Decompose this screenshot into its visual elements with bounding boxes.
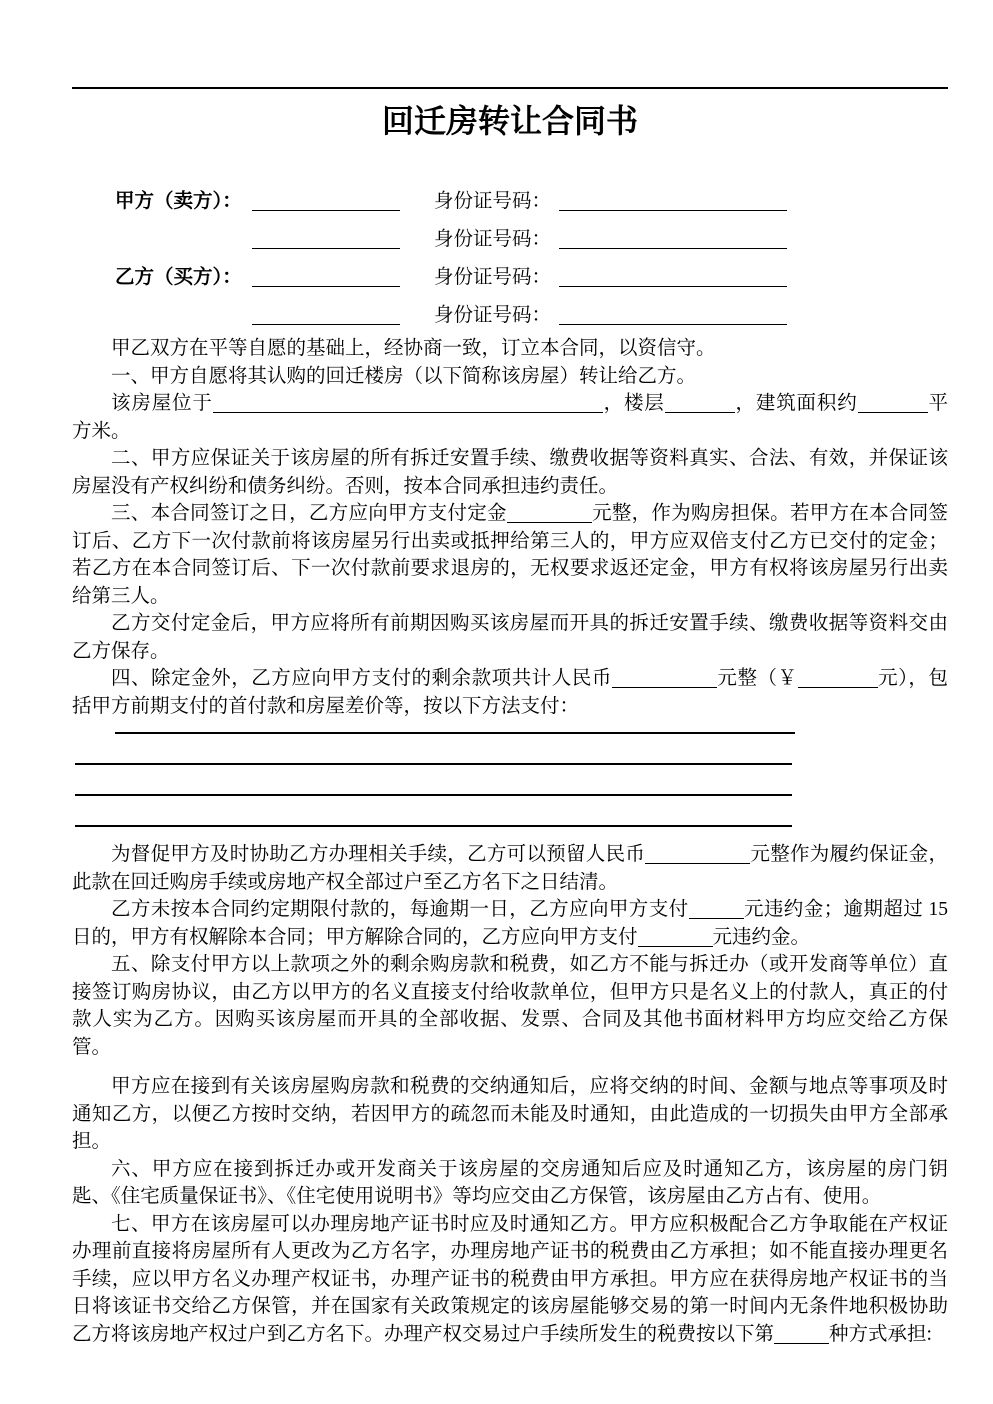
text-run: 二、甲方应保证关于该房屋的所有拆迁安置手续、缴费收据等资料真实、合法、有效，并保证该房屋没有产权纠纷和债务纠纷。否则，按本合同承担违约责任。: [72, 448, 948, 497]
header-rule: [72, 87, 948, 89]
clause-2: [72, 445, 948, 500]
clause-1-house-location: [72, 390, 948, 445]
clause-5: [72, 951, 948, 1061]
party-row: [72, 297, 948, 335]
house-location-blank: [213, 393, 603, 414]
clause-3-materials: [72, 610, 948, 665]
text-run: 乙方未按本合同约定期限付款的，每逾期一日，乙方应向甲方支付: [111, 899, 689, 920]
text-run: 乙方交付定金后，甲方应将所有前期因购买该房屋而开具的拆迁安置手续、缴费收据等资料交由乙方保存。: [72, 613, 948, 662]
seller-id-blank: [559, 191, 787, 212]
payment-method-write-in-lines: [72, 732, 948, 827]
text-run: 七、甲方在该房屋可以办理房地产证书时应及时通知乙方。甲方应积极配合乙方争取能在产权证办理前直接将房屋所有人更改为乙方名字，办理房地产证书的税费由乙方承担；如不能直接办理更名手续，应以甲方名义办理产权证书，办理产证书的税费由甲方承担。甲方应在获得房地产权证书的当日将该证书交给乙方保管，并在国家有关政策规定的该房屋能够交易的第一时间内无条件地积极协助乙方将该房地产权过户到乙方名下。办理产权交易过户手续所发生的税费按以下第: [72, 1213, 948, 1345]
text-run: 元违约金；逾期超过 15 日的，甲方有权解除本合同；甲方解除合同的，乙方应向甲方支付: [72, 899, 948, 948]
paragraph-spacer: [72, 1061, 948, 1073]
party-row: [72, 259, 948, 297]
text-run: 元整（￥: [716, 668, 798, 689]
late-payment-penalty: [72, 896, 948, 951]
remaining-amount-figures-blank: [798, 668, 878, 689]
buyer2-name-blank: [252, 305, 400, 326]
performance-bond: [72, 841, 948, 896]
clause-7: [72, 1211, 948, 1349]
text-run: 该房屋位于: [111, 393, 213, 414]
party-row: [72, 221, 948, 259]
id-number-label: 身份证号码：: [434, 267, 552, 288]
write-in-line: [75, 763, 792, 765]
seller-name-blank: [252, 191, 400, 212]
text-run: 甲方应在接到有关该房屋购房款和税费的交纳通知后，应将交纳的时间、金额与地点等事项及时通知乙方，以便乙方按时交纳，若因甲方的疏忽而未能及时通知，由此造成的一切损失由甲方全部承担。: [72, 1076, 948, 1152]
id-number-label: 身份证号码：: [434, 305, 552, 326]
deposit-amount-blank: [507, 503, 592, 524]
party-row: [72, 183, 948, 221]
text-run: ，建筑面积约: [734, 393, 858, 414]
text-run: 元整作为履约保证金，此款在回迁购房手续或房地产权全部过户至乙方名下之日结清。: [72, 844, 948, 893]
text-run: 三、本合同签订之日，乙方应向甲方支付定金: [111, 503, 507, 524]
write-in-line: [75, 794, 792, 796]
remaining-amount-words-blank: [612, 668, 717, 689]
text-run: 五、除支付甲方以上款项之外的剩余购房款和税费，如乙方不能与拆迁办（或开发商等单位）直接签订购房协议，由乙方以甲方的名义直接支付给收款单位，但甲方只是名义上的付款人，真正的付款人实为乙方。因购买该房屋而开具的全部收据、发票、合同及其他书面材料甲方均应交给乙方保管。: [72, 954, 948, 1058]
text-run: 为督促甲方及时协助乙方办理相关手续，乙方可以预留人民币: [111, 844, 646, 865]
party-block: [72, 183, 948, 335]
text-run: 一、甲方自愿将其认购的回迁楼房（以下简称该房屋）转让给乙方。: [111, 365, 697, 387]
payment-notice-obligation: [72, 1073, 948, 1156]
text-run: 种方式承担:: [829, 1323, 932, 1345]
seller2-name-blank: [252, 229, 400, 250]
seller-label: 甲方（卖方）：: [115, 191, 242, 212]
buyer2-id-blank: [559, 305, 787, 326]
text-run: 元整，作为购房担保。若甲方在本合同签订后、乙方下一次付款前将该房屋另行出卖或抵押给第三人的，甲方应双倍支付乙方已交付的定金；若乙方在本合同签订后、下一次付款前要求退房的，无权要求返还定金，甲方有权将该房屋另行出卖给第三人。: [72, 503, 948, 607]
daily-penalty-blank: [689, 899, 744, 920]
id-number-label: 身份证号码：: [434, 191, 552, 212]
tax-method-number-blank: [774, 1323, 829, 1344]
floor-blank: [665, 393, 735, 414]
text-run: ，楼层: [602, 393, 665, 414]
buyer-label: 乙方（买方）：: [115, 267, 242, 288]
clause-6: [72, 1156, 948, 1211]
text-run: 甲乙双方在平等自愿的基础上，经协商一致，订立本合同，以资信守。: [111, 338, 716, 359]
termination-penalty-blank: [638, 926, 713, 947]
seller2-id-blank: [559, 229, 787, 250]
text-run: 六、甲方应在接到拆迁办或开发商关于该房屋的交房通知后应及时通知乙方，该房屋的房门钥匙、《住宅质量保证书》、《住宅使用说明书》等均应交由乙方保管，该房屋由乙方占有、使用。: [72, 1158, 948, 1207]
write-in-line: [75, 825, 792, 827]
clause-1: [72, 363, 948, 391]
id-number-label: 身份证号码：: [434, 229, 552, 250]
document-title: 回迁房转让合同书: [381, 103, 638, 139]
text-run: 四、除定金外，乙方应向甲方支付的剩余款项共计人民币: [111, 668, 612, 689]
clause-4-remaining-payment: [72, 665, 948, 720]
floor-area-blank: [858, 393, 928, 414]
bond-amount-blank: [645, 844, 750, 865]
text-run: 平方米。: [72, 393, 948, 442]
clause-3-deposit: [72, 500, 948, 610]
buyer-name-blank: [252, 267, 400, 288]
buyer-id-blank: [559, 267, 787, 288]
preamble: [72, 335, 948, 363]
text-run: 元），包括甲方前期支付的首付款和房屋差价等，按以下方法支付：: [72, 668, 948, 717]
text-run: 元违约金。: [712, 926, 811, 948]
contract-body: [72, 335, 948, 1348]
write-in-line: [115, 732, 795, 734]
